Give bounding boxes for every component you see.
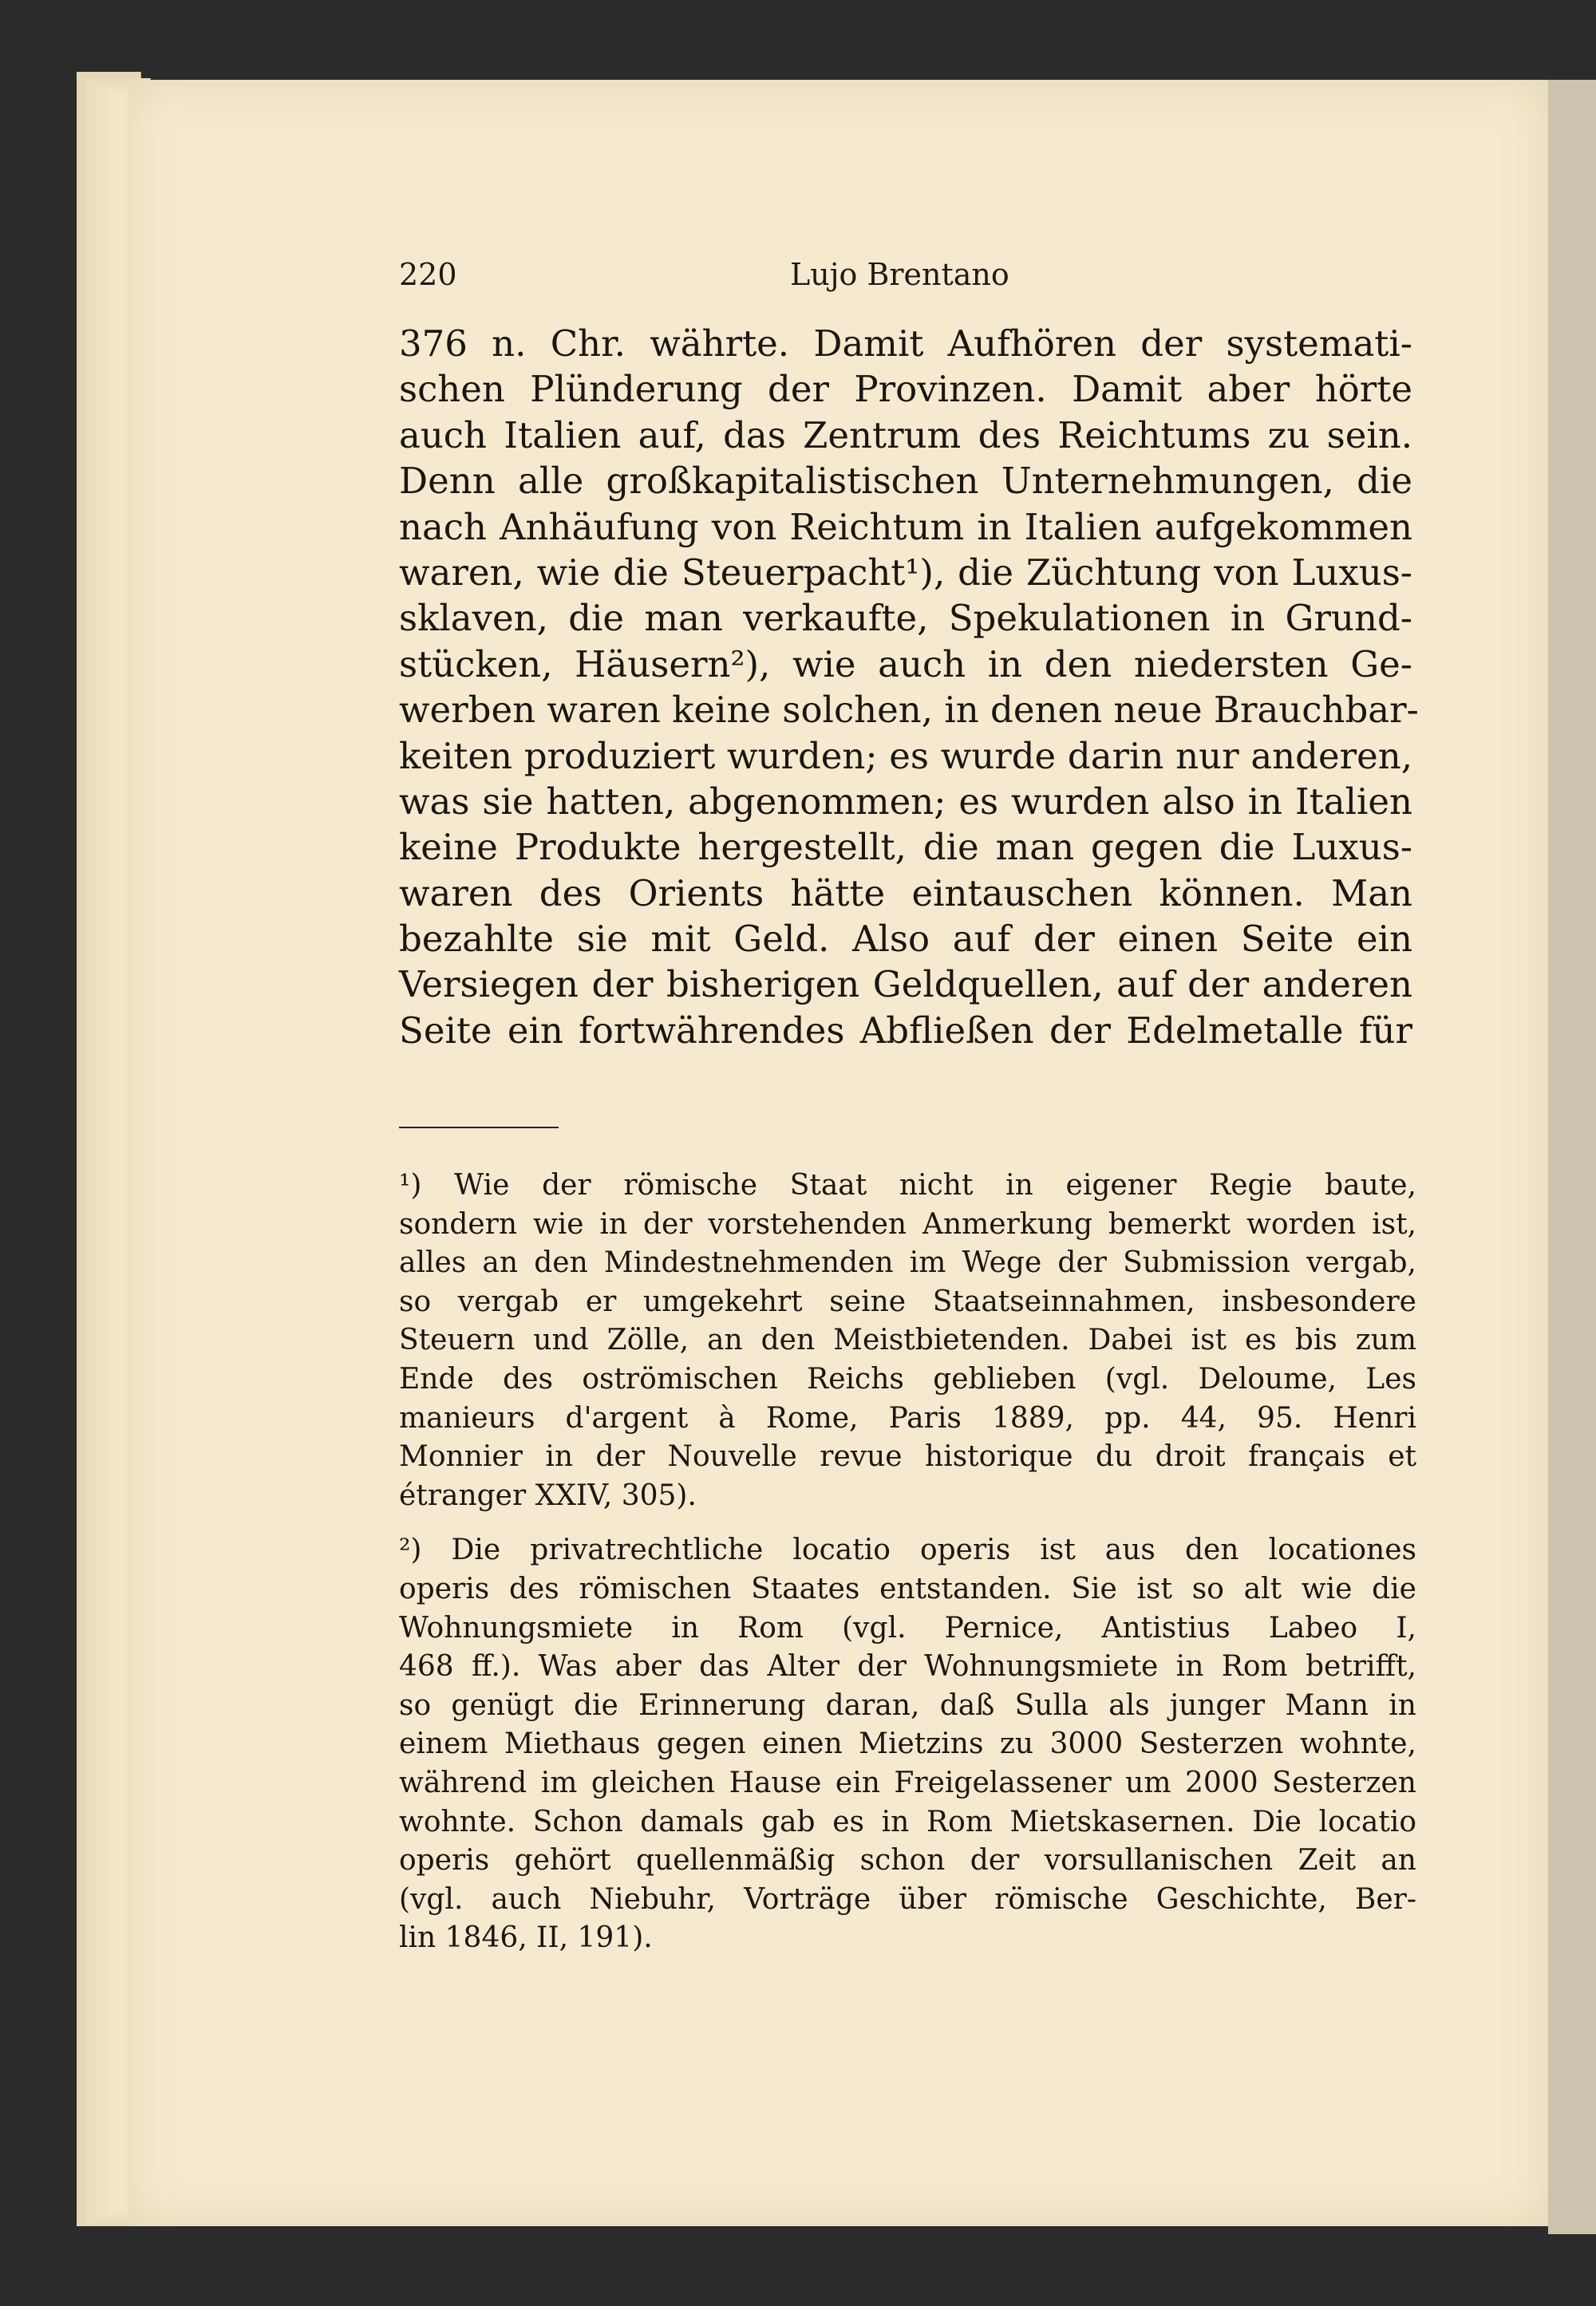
footnote-2 [399,1531,1416,1958]
footnote-line: 468 ff.). Was aber das Alter der Wohnungsmiete in Rom betrifft, [399,1650,1416,1684]
text-line: was sie hatten, abgenommen; es wurden also in Italien [399,780,1412,823]
footnote-line: operis des römischen Staates entstanden. Sie ist so alt wie die [399,1572,1416,1605]
footnote-line: Wohnungsmiete in Rom (vgl. Pernice, Antistius Labeo I, [399,1611,1416,1645]
footnote-line: wohnte. Schon damals gab es in Rom Mietskasernen. Die locatio [399,1805,1416,1838]
text-line: nach Anhäufung von Reichtum in Italien aufgekommen [399,505,1412,548]
footnote-line: alles an den Mindestnehmenden im Wege der Submission vergab, [399,1246,1416,1280]
text-line: sklaven, die man verkaufte, Spekulationen in Grund- [399,597,1412,640]
footnote-line: so vergab er umgekehrt seine Staatseinnahmen, insbesondere [399,1285,1416,1318]
text-line: schen Plünderung der Provinzen. Damit aber hörte [399,368,1412,411]
footnote-line: Ende des oströmischen Reichs geblieben (vgl. Deloume, Les [399,1362,1416,1396]
footnote-line: ¹) Wie der römische Staat nicht in eigener Regie baute, [399,1169,1416,1202]
text-line: stücken, Häusern²), wie auch in den niedersten Ge- [399,642,1412,685]
text-line: Versiegen der bisherigen Geldquellen, auf der anderen [399,963,1412,1006]
footnote-1 [399,1167,1416,1515]
footnote-separator [399,1127,559,1128]
text-line: keine Produkte hergestellt, die man gegen die Luxus- [399,826,1412,869]
footnote-line: operis gehört quellenmäßig schon der vorsullanischen Zeit an [399,1844,1416,1878]
text-line: bezahlte sie mit Geld. Also auf der einen Seite ein [399,918,1412,961]
text-line: auch Italien auf, das Zentrum des Reichtums zu sein. [399,413,1412,456]
footnote-line: so genügt die Erinnerung daran, daß Sulla als junger Mann in [399,1688,1416,1722]
footnote-line: während im gleichen Hause ein Freigelassener um 2000 Sesterzen [399,1766,1416,1799]
text-line: 376 n. Chr. währte. Damit Aufhören der systemati- [399,322,1412,365]
footnote-line: étranger XXIV, 305). [399,1479,697,1512]
footnotes [399,1167,1416,1958]
footnote-line: ²) Die privatrechtliche locatio operis ist aus den locationes [399,1534,1416,1567]
text-line: Seite ein fortwährendes Abfließen der Edelmetalle für [399,1009,1412,1052]
running-head [399,257,1420,298]
footnote-line: (vgl. auch Niebuhr, Vorträge über römische Geschichte, Ber- [399,1882,1416,1916]
footnote-line: Monnier in der Nouvelle revue historique du droit français et [399,1440,1416,1474]
footnote-line: sondern wie in der vorstehenden Anmerkung bemerkt worden ist, [399,1207,1416,1241]
footnote-line: einem Miethaus gegen einen Mietzins zu 3000 Sesterzen wohnte, [399,1728,1416,1761]
text-line: werben waren keine solchen, in denen neue Brauchbar- [399,689,1419,732]
footnote-line: Steuern und Zölle, an den Meistbietenden. Dabei ist es bis zum [399,1324,1416,1357]
footnote-line: manieurs d'argent à Rome, Paris 1889, pp. 44, 95. Henri [399,1401,1416,1435]
text-line: waren, wie die Steuerpacht¹), die Züchtung von Luxus- [399,551,1412,594]
text-line: waren des Orients hätte eintauschen können. Man [399,871,1412,914]
page-number: 220 [399,257,457,292]
text-line: Denn alle großkapitalistischen Unternehmungen, die [399,460,1412,503]
running-title: Lujo Brentano [790,257,1009,292]
main-text [399,321,1419,1053]
text-line: keiten produziert wurden; es wurde darin nur anderen, [399,734,1412,777]
footnote-line: lin 1846, II, 191). [399,1921,653,1955]
facing-page-edge [1548,80,1596,2234]
